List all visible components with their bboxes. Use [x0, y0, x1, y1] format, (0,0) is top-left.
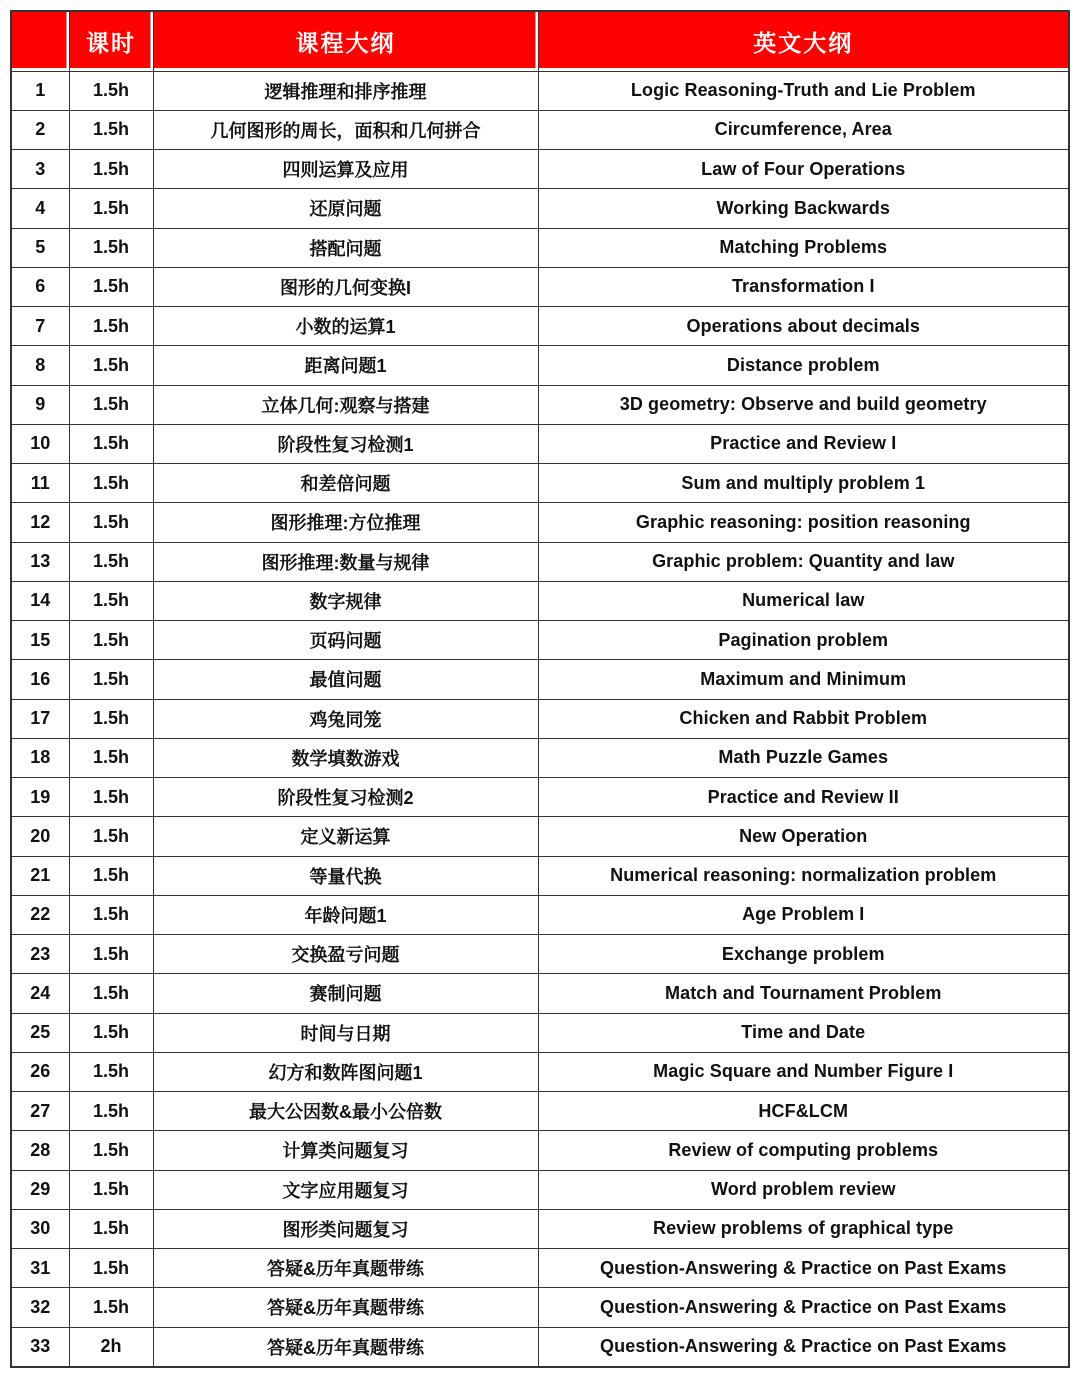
- class-hours-cell: 1.5h: [69, 856, 153, 895]
- class-hours-cell: 1.5h: [69, 228, 153, 267]
- course-outline-en-cell: Working Backwards: [538, 189, 1069, 228]
- table-row: [11, 1327, 1069, 1367]
- table-row: [11, 1013, 1069, 1052]
- class-hours-cell: 1.5h: [69, 1209, 153, 1248]
- course-outline-cn-cell: 图形的几何变换I: [153, 267, 538, 306]
- class-hours-cell: 1.5h: [69, 1288, 153, 1327]
- class-hours-cell: 1.5h: [69, 110, 153, 149]
- course-outline-cn-cell: 最大公因数&最小公倍数: [153, 1092, 538, 1131]
- row-number-cell: 11: [11, 464, 69, 503]
- header-cell-hours: 课时: [69, 11, 153, 71]
- row-number-cell: 27: [11, 1092, 69, 1131]
- course-outline-cn-cell: 最值问题: [153, 660, 538, 699]
- row-number-cell: 23: [11, 935, 69, 974]
- course-outline-cn-cell: 交换盈亏问题: [153, 935, 538, 974]
- course-outline-cn-cell: 等量代换: [153, 856, 538, 895]
- course-outline-cn-cell: 阶段性复习检测1: [153, 424, 538, 463]
- row-number-cell: 19: [11, 778, 69, 817]
- course-outline-cn-cell: 图形推理:数量与规律: [153, 542, 538, 581]
- header-row: [11, 11, 1069, 71]
- row-number-cell: 25: [11, 1013, 69, 1052]
- course-outline-en-cell: Age Problem I: [538, 895, 1069, 934]
- row-number-cell: 14: [11, 581, 69, 620]
- class-hours-cell: 1.5h: [69, 699, 153, 738]
- row-number-cell: 12: [11, 503, 69, 542]
- course-outline-en-cell: Word problem review: [538, 1170, 1069, 1209]
- table-row: [11, 1249, 1069, 1288]
- table-header: [11, 11, 1069, 71]
- table-row: [11, 1209, 1069, 1248]
- course-outline-cn-cell: 答疑&历年真题带练: [153, 1288, 538, 1327]
- table-row: [11, 189, 1069, 228]
- class-hours-cell: 1.5h: [69, 307, 153, 346]
- row-number-cell: 26: [11, 1052, 69, 1091]
- course-outline-en-cell: Question-Answering & Practice on Past Exams: [538, 1288, 1069, 1327]
- course-outline-en-cell: Transformation I: [538, 267, 1069, 306]
- course-outline-cn-cell: 图形类问题复习: [153, 1209, 538, 1248]
- class-hours-cell: 1.5h: [69, 738, 153, 777]
- course-outline-en-cell: Maximum and Minimum: [538, 660, 1069, 699]
- course-outline-en-cell: Magic Square and Number Figure I: [538, 1052, 1069, 1091]
- course-outline-cn-cell: 答疑&历年真题带练: [153, 1249, 538, 1288]
- course-outline-cn-cell: 图形推理:方位推理: [153, 503, 538, 542]
- table-row: [11, 150, 1069, 189]
- table-row: [11, 1092, 1069, 1131]
- course-outline-cn-cell: 赛制问题: [153, 974, 538, 1013]
- class-hours-cell: 1.5h: [69, 895, 153, 934]
- course-outline-en-cell: New Operation: [538, 817, 1069, 856]
- course-outline-cn-cell: 几何图形的周长，面积和几何拼合: [153, 110, 538, 149]
- course-outline-en-cell: Question-Answering & Practice on Past Exams: [538, 1327, 1069, 1367]
- course-outline-en-cell: Graphic reasoning: position reasoning: [538, 503, 1069, 542]
- row-number-cell: 16: [11, 660, 69, 699]
- row-number-cell: 10: [11, 424, 69, 463]
- course-outline-en-cell: Review problems of graphical type: [538, 1209, 1069, 1248]
- table-row: [11, 1131, 1069, 1170]
- table-row: [11, 778, 1069, 817]
- course-outline-cn-cell: 立体几何:观察与搭建: [153, 385, 538, 424]
- course-outline-cn-cell: 还原问题: [153, 189, 538, 228]
- table-row: [11, 699, 1069, 738]
- row-number-cell: 31: [11, 1249, 69, 1288]
- table-row: [11, 895, 1069, 934]
- course-outline-en-cell: HCF&LCM: [538, 1092, 1069, 1131]
- course-outline-en-cell: Time and Date: [538, 1013, 1069, 1052]
- row-number-cell: 5: [11, 228, 69, 267]
- course-outline-en-cell: Math Puzzle Games: [538, 738, 1069, 777]
- row-number-cell: 4: [11, 189, 69, 228]
- table-row: [11, 621, 1069, 660]
- table-row: [11, 1170, 1069, 1209]
- row-number-cell: 24: [11, 974, 69, 1013]
- class-hours-cell: 1.5h: [69, 189, 153, 228]
- course-outline-en-cell: Numerical law: [538, 581, 1069, 620]
- course-outline-en-cell: Review of computing problems: [538, 1131, 1069, 1170]
- row-number-cell: 32: [11, 1288, 69, 1327]
- course-outline-cn-cell: 页码问题: [153, 621, 538, 660]
- header-cell-outline-en: 英文大纲: [538, 11, 1069, 71]
- course-outline-cn-cell: 数学填数游戏: [153, 738, 538, 777]
- course-outline-en-cell: Question-Answering & Practice on Past Exams: [538, 1249, 1069, 1288]
- table-row: [11, 503, 1069, 542]
- course-outline-cn-cell: 幻方和数阵图问题1: [153, 1052, 538, 1091]
- class-hours-cell: 1.5h: [69, 974, 153, 1013]
- course-outline-en-cell: Chicken and Rabbit Problem: [538, 699, 1069, 738]
- row-number-cell: 18: [11, 738, 69, 777]
- class-hours-cell: 1.5h: [69, 267, 153, 306]
- class-hours-cell: 1.5h: [69, 660, 153, 699]
- row-number-cell: 1: [11, 71, 69, 110]
- class-hours-cell: 2h: [69, 1327, 153, 1367]
- table-row: [11, 307, 1069, 346]
- course-outline-cn-cell: 文字应用题复习: [153, 1170, 538, 1209]
- course-outline-cn-cell: 四则运算及应用: [153, 150, 538, 189]
- class-hours-cell: 1.5h: [69, 542, 153, 581]
- row-number-cell: 20: [11, 817, 69, 856]
- class-hours-cell: 1.5h: [69, 1052, 153, 1091]
- course-outline-en-cell: Operations about decimals: [538, 307, 1069, 346]
- table-row: [11, 974, 1069, 1013]
- course-outline-en-cell: Graphic problem: Quantity and law: [538, 542, 1069, 581]
- course-outline-cn-cell: 答疑&历年真题带练: [153, 1327, 538, 1367]
- table-body: [11, 71, 1069, 1367]
- row-number-cell: 7: [11, 307, 69, 346]
- class-hours-cell: 1.5h: [69, 346, 153, 385]
- course-outline-en-cell: Matching Problems: [538, 228, 1069, 267]
- table-row: [11, 935, 1069, 974]
- class-hours-cell: 1.5h: [69, 1013, 153, 1052]
- class-hours-cell: 1.5h: [69, 935, 153, 974]
- row-number-cell: 2: [11, 110, 69, 149]
- table-row: [11, 71, 1069, 110]
- course-outline-en-cell: Exchange problem: [538, 935, 1069, 974]
- header-cell-outline-cn: 课程大纲: [153, 11, 538, 71]
- row-number-cell: 8: [11, 346, 69, 385]
- row-number-cell: 6: [11, 267, 69, 306]
- course-outline-en-cell: 3D geometry: Observe and build geometry: [538, 385, 1069, 424]
- course-outline-en-cell: Distance problem: [538, 346, 1069, 385]
- row-number-cell: 29: [11, 1170, 69, 1209]
- row-number-cell: 9: [11, 385, 69, 424]
- table-row: [11, 110, 1069, 149]
- class-hours-cell: 1.5h: [69, 464, 153, 503]
- class-hours-cell: 1.5h: [69, 1170, 153, 1209]
- class-hours-cell: 1.5h: [69, 581, 153, 620]
- row-number-cell: 22: [11, 895, 69, 934]
- course-outline-cn-cell: 计算类问题复习: [153, 1131, 538, 1170]
- table-row: [11, 581, 1069, 620]
- table-row: [11, 464, 1069, 503]
- course-outline-cn-cell: 年龄问题1: [153, 895, 538, 934]
- course-outline-cn-cell: 距离问题1: [153, 346, 538, 385]
- table-row: [11, 817, 1069, 856]
- course-outline-en-cell: Practice and Review I: [538, 424, 1069, 463]
- row-number-cell: 21: [11, 856, 69, 895]
- course-outline-cn-cell: 定义新运算: [153, 817, 538, 856]
- table-row: [11, 1052, 1069, 1091]
- row-number-cell: 17: [11, 699, 69, 738]
- course-outline-en-cell: Numerical reasoning: normalization problem: [538, 856, 1069, 895]
- course-outline-en-cell: Pagination problem: [538, 621, 1069, 660]
- course-outline-en-cell: Law of Four Operations: [538, 150, 1069, 189]
- class-hours-cell: 1.5h: [69, 621, 153, 660]
- table-row: [11, 424, 1069, 463]
- row-number-cell: 28: [11, 1131, 69, 1170]
- row-number-cell: 15: [11, 621, 69, 660]
- header-cell-index: [11, 11, 69, 71]
- class-hours-cell: 1.5h: [69, 1131, 153, 1170]
- course-outline-cn-cell: 鸡兔同笼: [153, 699, 538, 738]
- course-outline-en-cell: Logic Reasoning-Truth and Lie Problem: [538, 71, 1069, 110]
- course-outline-cn-cell: 数字规律: [153, 581, 538, 620]
- table-row: [11, 228, 1069, 267]
- table-row: [11, 660, 1069, 699]
- course-outline-cn-cell: 逻辑推理和排序推理: [153, 71, 538, 110]
- row-number-cell: 33: [11, 1327, 69, 1367]
- course-outline-en-cell: Practice and Review II: [538, 778, 1069, 817]
- class-hours-cell: 1.5h: [69, 150, 153, 189]
- class-hours-cell: 1.5h: [69, 385, 153, 424]
- course-outline-cn-cell: 小数的运算1: [153, 307, 538, 346]
- course-outline-en-cell: Circumference, Area: [538, 110, 1069, 149]
- course-outline-en-cell: Sum and multiply problem 1: [538, 464, 1069, 503]
- row-number-cell: 30: [11, 1209, 69, 1248]
- class-hours-cell: 1.5h: [69, 1092, 153, 1131]
- class-hours-cell: 1.5h: [69, 503, 153, 542]
- course-outline-cn-cell: 阶段性复习检测2: [153, 778, 538, 817]
- table-row: [11, 738, 1069, 777]
- row-number-cell: 3: [11, 150, 69, 189]
- class-hours-cell: 1.5h: [69, 778, 153, 817]
- row-number-cell: 13: [11, 542, 69, 581]
- class-hours-cell: 1.5h: [69, 71, 153, 110]
- table-row: [11, 856, 1069, 895]
- course-outline-en-cell: Match and Tournament Problem: [538, 974, 1069, 1013]
- course-outline-cn-cell: 和差倍问题: [153, 464, 538, 503]
- table-row: [11, 385, 1069, 424]
- class-hours-cell: 1.5h: [69, 817, 153, 856]
- course-outline-table: [10, 10, 1070, 1368]
- table-row: [11, 542, 1069, 581]
- class-hours-cell: 1.5h: [69, 1249, 153, 1288]
- table-row: [11, 267, 1069, 306]
- course-outline-cn-cell: 时间与日期: [153, 1013, 538, 1052]
- table-row: [11, 346, 1069, 385]
- class-hours-cell: 1.5h: [69, 424, 153, 463]
- table-row: [11, 1288, 1069, 1327]
- course-outline-cn-cell: 搭配问题: [153, 228, 538, 267]
